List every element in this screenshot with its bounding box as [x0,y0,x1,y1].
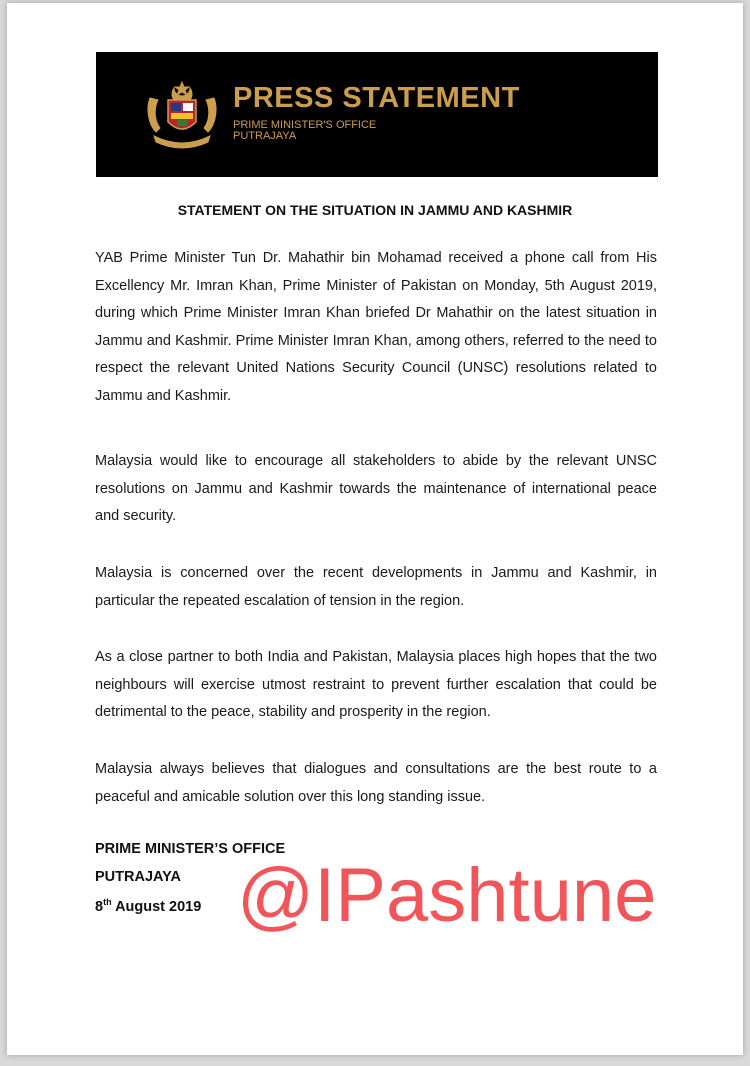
watermark-handle: @IPashtune [237,853,657,938]
document-page [7,3,743,1055]
banner-title: PRESS STATEMENT [233,82,520,114]
date-day: 8 [95,898,104,915]
footer-office: PRIME MINISTER’S OFFICE [95,841,286,857]
paragraph: Malaysia always believes that dialogues and consultations are the best route to a peaceful and amicable solution over this long standing issue. [95,761,657,805]
office-location: PUTRAJAYA [233,130,297,142]
press-statement-banner [96,52,658,177]
office-name: PRIME MINISTER'S OFFICE [233,119,377,131]
malaysia-coat-of-arms-icon [144,80,220,150]
footer-date [95,897,201,915]
date-suffix: th [103,897,112,907]
paragraph: YAB Prime Minister Tun Dr. Mahathir bin Mohamad received a phone call from His Excellency Mr. Imran Khan, Prime Minister of Pakistan on Monday, 5th August 2019, during which Prime Minister Imran Khan briefed Dr Mahathir on the latest situation in Jammu and Kashmir. Prime Minister Imran Khan, among others, referred to the need to respect the relevant United Nations Security Council (UNSC) resolutions related to Jammu and Kashmir. [95,250,657,404]
banner-subtitle [233,120,376,142]
paragraph: Malaysia would like to encourage all stakeholders to abide by the relevant UNSC resolutions on Jammu and Kashmir towards the maintenance of international peace and security. [95,453,657,525]
paragraph: Malaysia is concerned over the recent developments in Jammu and Kashmir, in particular the repeated escalation of tension in the region. [95,565,657,609]
statement-heading: STATEMENT ON THE SITUATION IN JAMMU AND KASHMIR [177,202,573,218]
date-rest: August 2019 [111,898,202,915]
footer-location: PUTRAJAYA [95,869,181,885]
paragraph: As a close partner to both India and Pakistan, Malaysia places high hopes that the two neighbours will exercise utmost restraint to prevent further escalation that could be detrimental to the peace, stability and prosperity in the region. [95,649,657,721]
